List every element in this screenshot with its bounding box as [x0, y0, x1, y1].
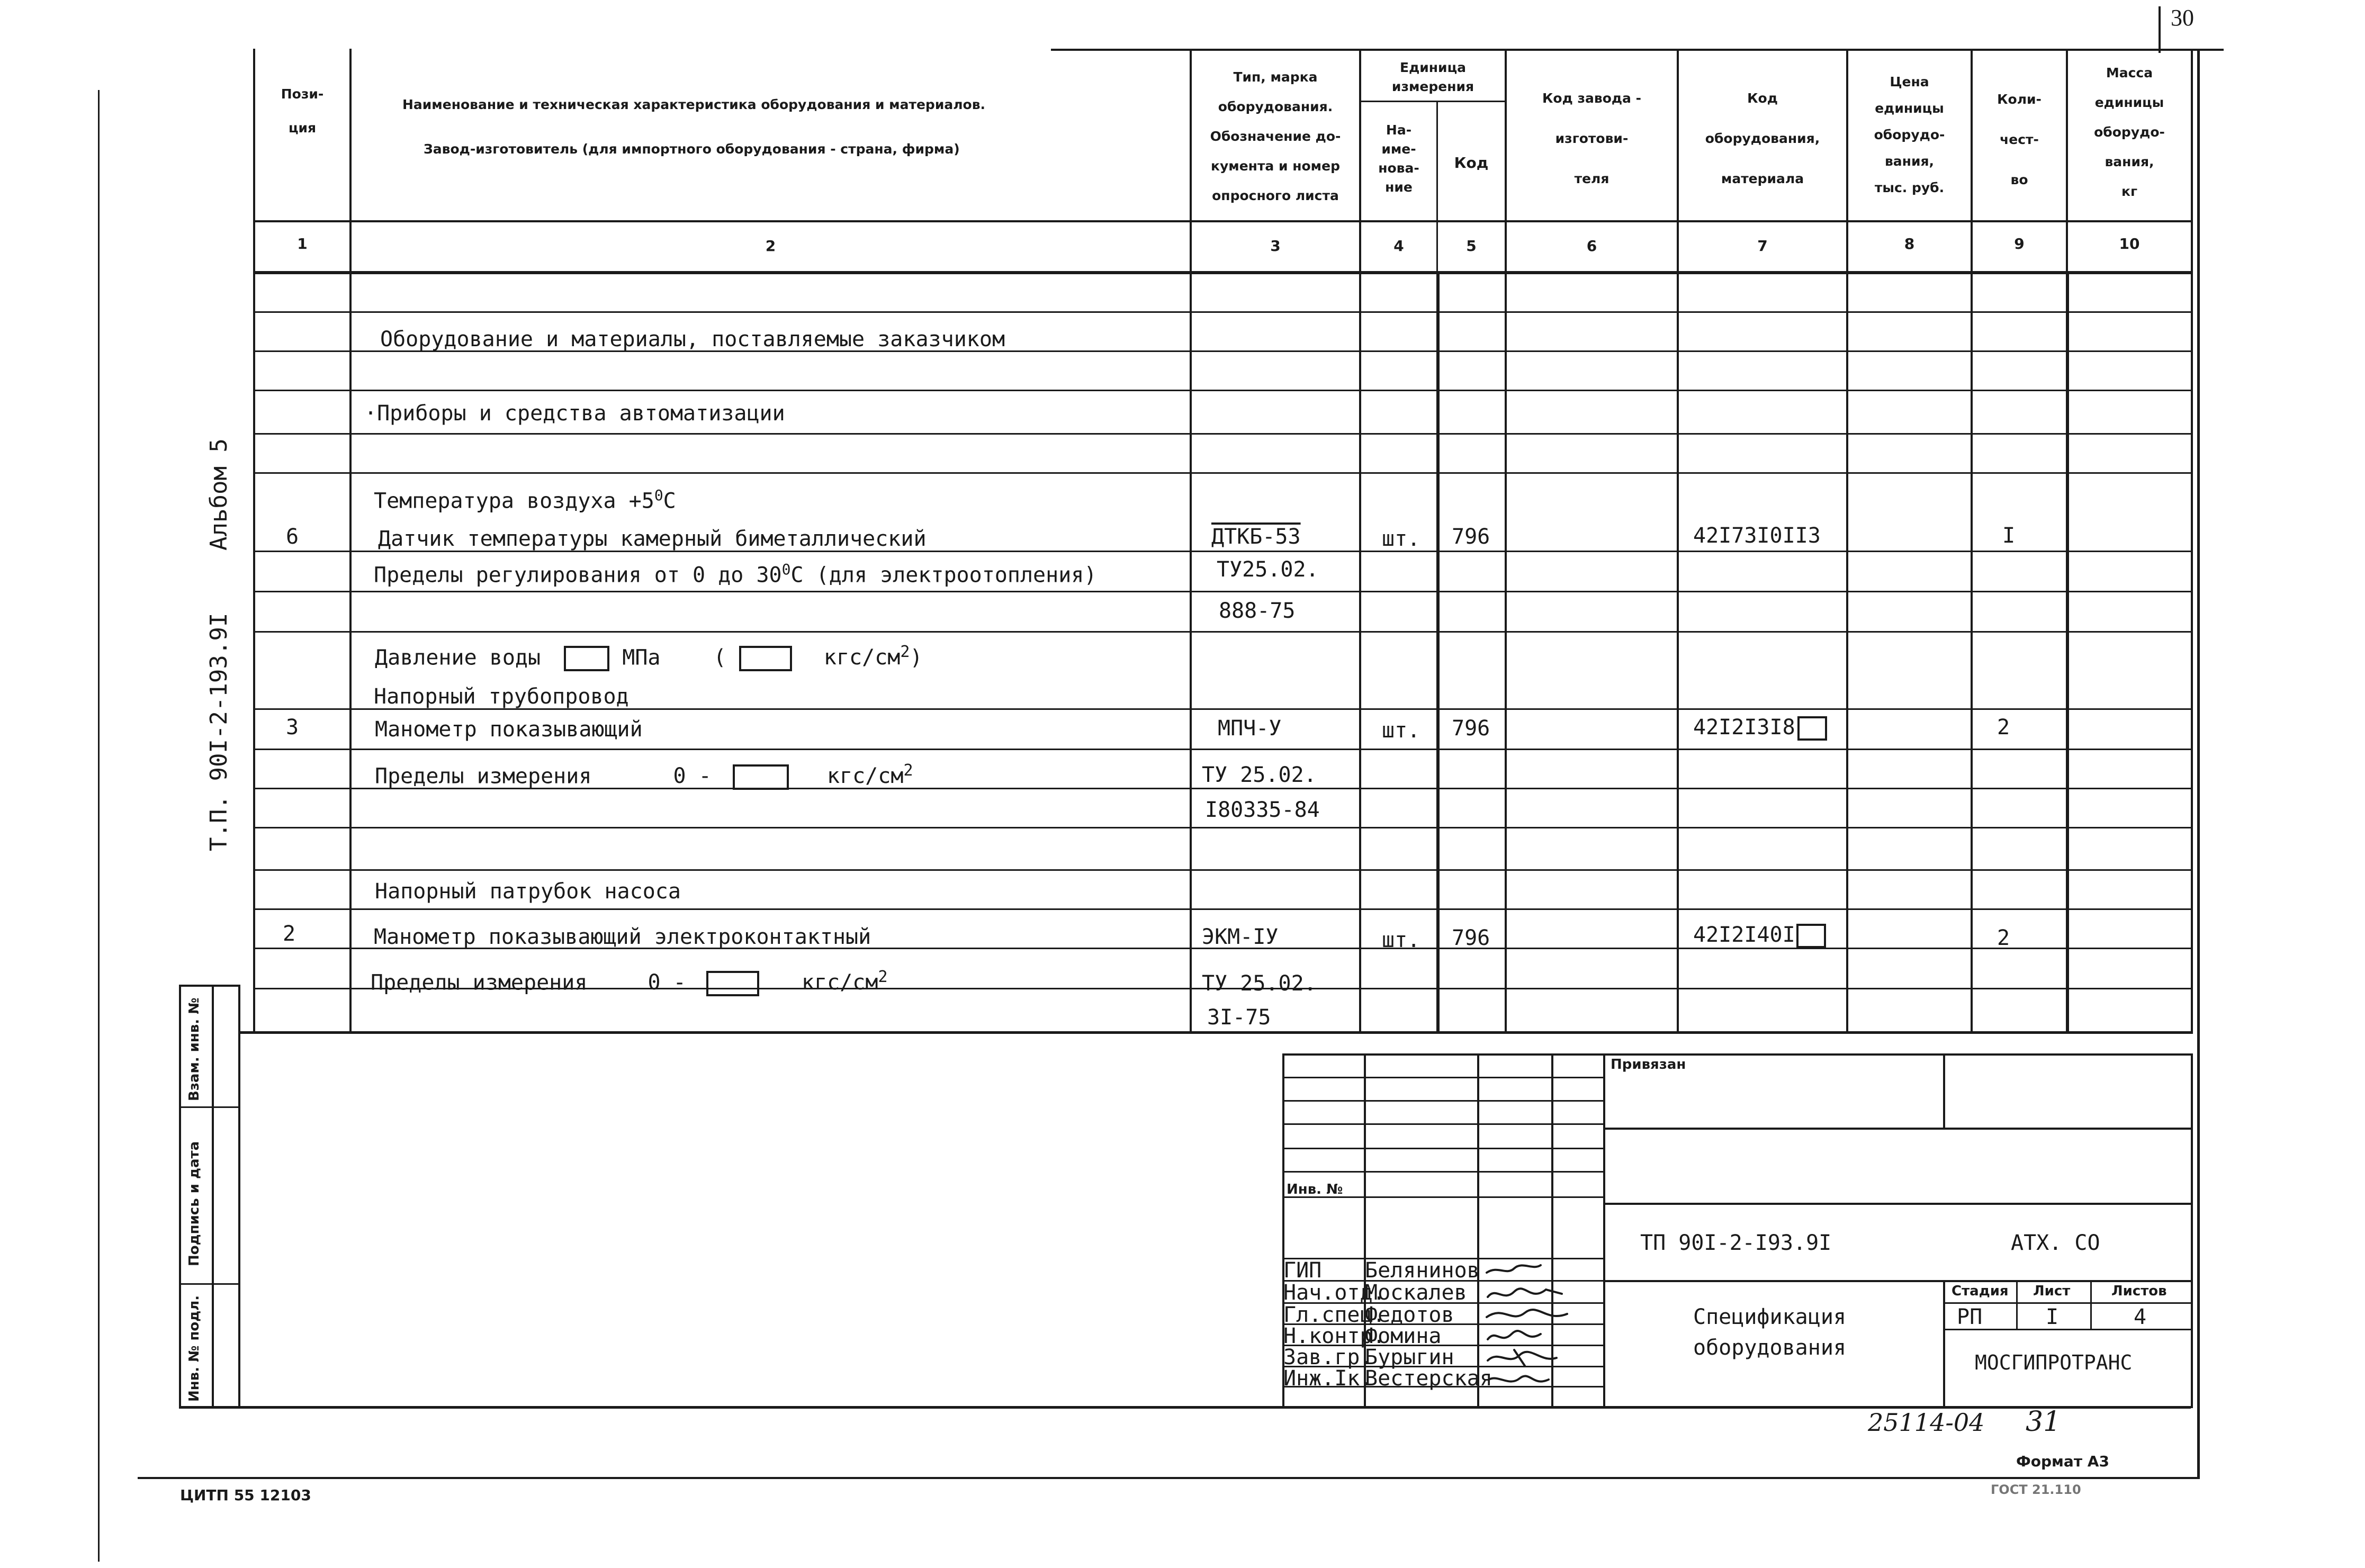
- item2-position: 2: [283, 922, 296, 946]
- temperature-title: Температура воздуха $+5^0С$: [374, 486, 676, 513]
- item3-doc: I80335-84: [1205, 798, 1320, 822]
- item6-quantity: I: [2002, 524, 2016, 548]
- item6-spec: ТУ25.02.: [1217, 557, 1319, 582]
- signature-scribbles: [1482, 1255, 1588, 1413]
- item2-quantity: 2: [1997, 926, 2010, 950]
- header-unit-code: Код: [1454, 154, 1489, 172]
- staff-name: Белянинов: [1365, 1258, 1480, 1283]
- header-position: Пози- ция: [281, 86, 324, 136]
- format-label: Формат А3: [2016, 1453, 2109, 1470]
- staff-role: Зав.гр.: [1283, 1345, 1373, 1369]
- item6-limits: Пределы регулирования от 0 до $30^0С$ (для электроотопления): [374, 561, 1097, 588]
- handwritten-number: 25114-04: [1868, 1408, 1985, 1437]
- organization: МОСГИПРОТРАНС: [1975, 1351, 2133, 1374]
- item2-doc: 3I-75: [1207, 1005, 1271, 1030]
- staff-role: Нач.отд.: [1283, 1281, 1386, 1305]
- inv-label: Инв. №: [1287, 1182, 1343, 1197]
- header-type: Тип, марка оборудования. Обозначение до- кумента и номер опросного листа: [1210, 69, 1341, 203]
- col-num-1: 1: [297, 235, 308, 253]
- header-mass: Масса единицы оборудо- вания, кг: [2094, 65, 2165, 199]
- col-num-2: 2: [765, 237, 776, 255]
- item6-position: 6: [286, 525, 299, 549]
- strip-signature-date: Подпись и дата: [186, 1141, 202, 1266]
- item3-spec: ТУ 25.02.: [1202, 763, 1317, 787]
- sheet-value: I: [2046, 1305, 2059, 1329]
- item3-type: МПЧ-У: [1218, 716, 1282, 741]
- strip-replaced-inv: Взам. инв. №: [186, 997, 202, 1101]
- staff-name: Бурыгин: [1365, 1345, 1454, 1369]
- staff-name: Вестерская: [1365, 1366, 1492, 1391]
- item2-limits: Пределы измерения 0 - кгс/$см^2$: [371, 965, 888, 996]
- col-num-8: 8: [1904, 235, 1915, 253]
- gost-label: ГОСТ 21.110: [1991, 1482, 2081, 1497]
- doc-title-2: оборудования: [1693, 1336, 1846, 1360]
- col-num-4: 4: [1393, 237, 1404, 255]
- staff-role: ГИП: [1283, 1258, 1322, 1283]
- item2-name: Манометр показывающий электроконтактный: [374, 925, 871, 949]
- item3-limit-box: [733, 764, 789, 790]
- item2-unit: шт.: [1382, 928, 1420, 952]
- strip-inv-original: Инв. № подл.: [186, 1295, 202, 1402]
- doc-title-1: Спецификация: [1693, 1305, 1846, 1329]
- stage-value: РП: [1957, 1305, 1983, 1329]
- item2-spec: ТУ 25.02.: [1202, 971, 1317, 996]
- stage-header: Стадия: [1952, 1283, 2009, 1299]
- album-code: Т.П. 90I-2-193.9I: [205, 612, 232, 851]
- col-num-5: 5: [1466, 237, 1477, 255]
- item6-equipment-code: 42I73I0II3: [1693, 524, 1821, 548]
- header-equipment-code: Код оборудования, материала: [1705, 91, 1820, 186]
- col-num-3: 3: [1270, 237, 1281, 255]
- header-name: Наименование и техническая характеристика оборудования и материалов. Завод-изготовитель (для импортного оборудования - страна, фирма): [402, 97, 986, 157]
- item6-name: Датчик температуры камерный биметаллический: [378, 527, 927, 551]
- item3-unit: шт.: [1382, 718, 1420, 743]
- doc-code: ТП 90I-2-I93.9I: [1640, 1231, 1832, 1255]
- item3-position: 3: [286, 715, 299, 740]
- section-automation: ·Приборы и средства автоматизации: [364, 401, 785, 426]
- col-num-7: 7: [1757, 237, 1768, 255]
- pressure-mpa-box: [564, 646, 609, 671]
- staff-name: Фомина: [1365, 1324, 1442, 1348]
- item6-doc: 888-75: [1219, 599, 1296, 623]
- header-price: Цена единицы оборудо- вания, тыс. руб.: [1874, 74, 1945, 195]
- item6-unit: шт.: [1382, 527, 1420, 551]
- item3-code: 796: [1452, 716, 1490, 741]
- item3-quantity: 2: [1997, 715, 2010, 740]
- sheet-header: Лист: [2033, 1283, 2071, 1299]
- item2-code: 796: [1452, 926, 1490, 950]
- bound-label: Привязан: [1611, 1057, 1686, 1073]
- item3-equipment-code: 42I2I3I8: [1693, 715, 1827, 741]
- header-unit-name: На- име- нова- ние: [1378, 122, 1419, 195]
- album-label: Альбом 5: [205, 438, 232, 551]
- staff-name: Москалев: [1365, 1281, 1467, 1305]
- item2-equipment-code: 42I2I40I: [1693, 922, 1826, 948]
- col-num-10: 10: [2119, 235, 2140, 253]
- handwritten-page: 31: [2026, 1406, 2061, 1438]
- header-maker-code: Код завода - изготови- теля: [1542, 91, 1642, 186]
- header-unit-group: Единица измерения: [1391, 60, 1474, 94]
- sheets-value: 4: [2134, 1305, 2147, 1329]
- staff-role: Н.контр.: [1283, 1324, 1386, 1348]
- item6-type: ДТКБ-53: [1211, 525, 1301, 549]
- item3-name: Манометр показывающий: [375, 717, 643, 742]
- pressure-kgf-box: [739, 646, 792, 671]
- sheets-header: Листов: [2111, 1283, 2167, 1299]
- item6-code: 796: [1452, 525, 1490, 549]
- item2-type: ЭКМ-IУ: [1202, 925, 1279, 949]
- page-number: 30: [2171, 5, 2194, 31]
- sheet-code: АТХ. СО: [2011, 1231, 2100, 1255]
- item3-code-box: [1797, 716, 1827, 741]
- staff-role: Гл.спец.: [1283, 1303, 1386, 1327]
- col-num-9: 9: [2014, 235, 2025, 253]
- col-num-6: 6: [1586, 237, 1597, 255]
- water-pressure: Давление воды МПа ( кгс/$см^2$): [375, 639, 923, 671]
- item2-code-box: [1796, 924, 1826, 948]
- stamp-citp: ЦИТП 55 12103: [180, 1486, 311, 1504]
- item2-limit-box: [706, 971, 759, 996]
- staff-name: Федотов: [1365, 1303, 1454, 1327]
- section-customer-supplied: Оборудование и материалы, поставляемые заказчиком: [380, 327, 1005, 352]
- item3-limits: Пределы измерения 0 - кгс/$см^2$: [375, 758, 913, 790]
- header-quantity: Коли- чест- во: [1997, 92, 2042, 187]
- pipeline-title: Напорный трубопровод: [374, 684, 629, 709]
- staff-role: Инж.Iк.: [1283, 1366, 1373, 1391]
- nozzle-title: Напорный патрубок насоса: [375, 879, 681, 904]
